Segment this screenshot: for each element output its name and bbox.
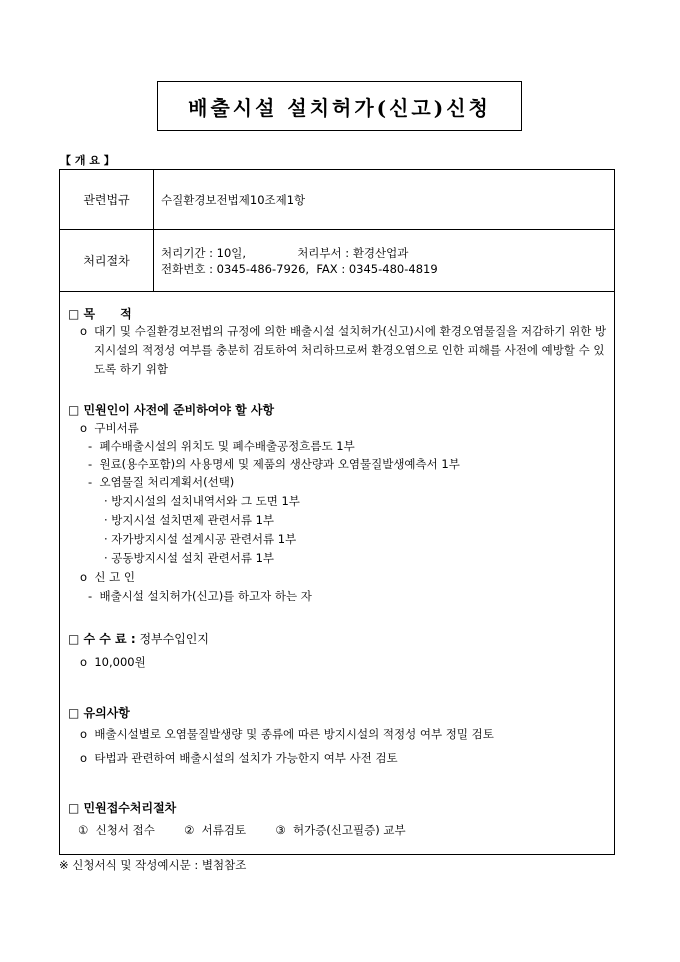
purpose-paragraph bbox=[80, 322, 610, 379]
proc-label: 처리절차 bbox=[60, 229, 154, 292]
fee-title-label: □ 수 수 료 : bbox=[68, 632, 136, 646]
purpose-title: □ 목 적 bbox=[68, 307, 132, 321]
procedure-row bbox=[60, 229, 614, 292]
law-value bbox=[154, 170, 614, 229]
doc-subitem: · 방지시설 설치면제 관련서류 1부 bbox=[104, 513, 275, 527]
note-item: ο 타법과 관련하여 배출시설의 설치가 가능한지 여부 사전 검토 bbox=[80, 751, 398, 765]
procedure-steps: ① 신청서 접수 ② 서류검토 ③ 허가증(신고필증) 교부 bbox=[78, 823, 406, 837]
declarant-head: ο 신 고 인 bbox=[80, 570, 135, 584]
doc-item: - 오염물질 처리계획서(선택) bbox=[88, 475, 235, 489]
content-box bbox=[59, 292, 615, 855]
declarant-item: - 배출시설 설치허가(신고)를 하고자 하는 자 bbox=[88, 589, 312, 603]
proc-period-line: 처리기간 : 10일, 처리부서 : 환경산업과 bbox=[161, 245, 409, 260]
doc-item: - 원료(용수포함)의 사용명세 및 제품의 생산량과 오염물질발생예측서 1부 bbox=[88, 457, 460, 471]
procedure-title: □ 민원접수처리절차 bbox=[68, 801, 177, 815]
law-row bbox=[60, 170, 614, 230]
fee-title-suffix: 정부수입인지 bbox=[135, 632, 209, 646]
doc-subitem: · 공동방지시설 설치 관련서류 1부 bbox=[104, 551, 275, 565]
doc-subitem: · 방지시설의 설치내역서와 그 도면 1부 bbox=[104, 494, 300, 508]
fee-title bbox=[68, 630, 209, 647]
doc-subitem: · 자가방지시설 설계시공 관련서류 1부 bbox=[104, 532, 297, 546]
doc-item: - 폐수배출시설의 위치도 및 폐수배출공정흐름도 1부 bbox=[88, 439, 355, 453]
proc-value bbox=[154, 229, 614, 292]
law-label: 관련법규 bbox=[60, 170, 154, 229]
notes-title: □ 유의사항 bbox=[68, 706, 130, 720]
fee-amount: ο 10,000원 bbox=[80, 655, 146, 669]
info-table bbox=[59, 169, 615, 292]
overview-label: 【 개 요 】 bbox=[60, 154, 115, 167]
page-title: 배출시설 설치허가(신고)신청 bbox=[157, 81, 522, 131]
docs-head: ο 구비서류 bbox=[80, 421, 139, 435]
note-item: ο 배출시설별로 오염물질발생량 및 종류에 따른 방지시설의 적정성 여부 정밀 검토 bbox=[80, 727, 494, 741]
law-value-text: 수질환경보전법제10조제1항 bbox=[161, 192, 306, 207]
bullet-icon: ο bbox=[80, 324, 88, 338]
footnote: ※ 신청서식 및 작성예시문 : 별첨참조 bbox=[59, 858, 247, 872]
proc-phone-line: 전화번호 : 0345-486-7926, FAX : 0345-480-4819 bbox=[161, 261, 438, 276]
purpose-text: 대기 및 수질환경보전법의 규정에 의한 배출시설 설치허가(신고)시에 환경오염물질을 저감하기 위한 방지시설의 적정성 여부를 충분히 검토하여 처리하므로써 환경오염으로 인한 피해를 사전에 예방할 수 있도록 하기 위함 bbox=[94, 324, 607, 376]
prepare-title: □ 민원인이 사전에 준비하여야 할 사항 bbox=[68, 403, 275, 417]
